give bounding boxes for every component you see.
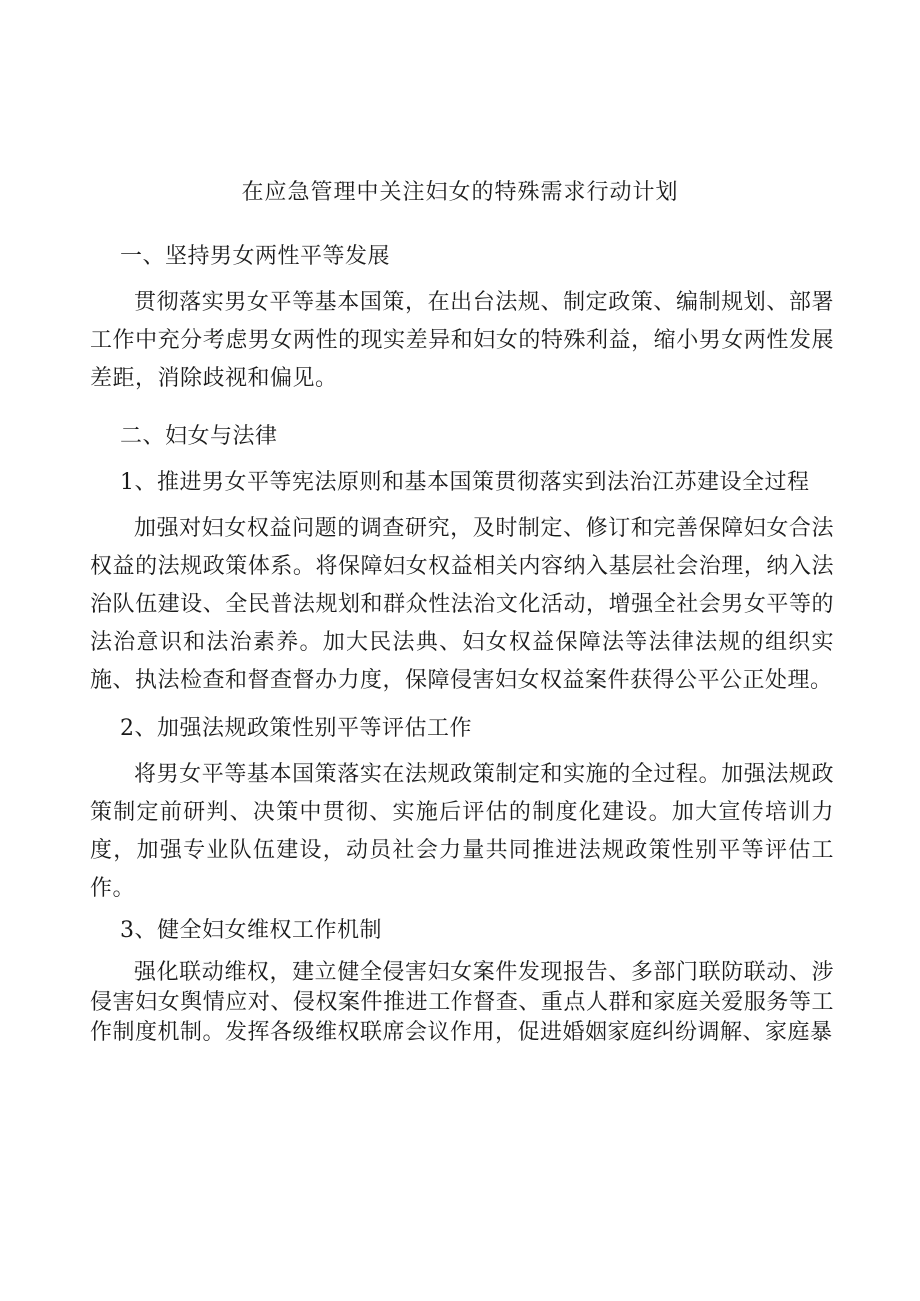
subsection-heading-2: 2、加强法规政策性别平等评估工作 [120, 716, 472, 741]
paragraph-3: 将男女平等基本国策落实在法规政策制定和实施的全过程。加强法规政策制定前研判、决策中贯彻、实施后评估的制度化建设。加大宣传培训力度，加强专业队伍建设，动员社会力量共同推进法规政策性别平等评估工作。 [90, 762, 834, 901]
document-body [90, 238, 834, 1048]
paragraph-2: 加强对妇女权益问题的调查研究，及时制定、修订和完善保障妇女合法权益的法规政策体系。将保障妇女权益相关内容纳入基层社会治理，纳入法治队伍建设、全民普法规划和群众性法治文化活动，增强全社会男女平等的法治意识和法治素养。加大民法典、妇女权益保障法等法律法规的组织实施、执法检查和督查督办力度，保障侵害妇女权益案件获得公平公正处理。 [90, 516, 834, 693]
subsection-heading-1: 1、推进男女平等宪法原则和基本国策贯彻落实到法治江苏建设全过程 [120, 470, 810, 495]
document-title: 在应急管理中关注妇女的特殊需求行动计划 [241, 180, 679, 205]
subsection-heading-3: 3、健全妇女维权工作机制 [120, 918, 382, 943]
section-heading-1: 一、坚持男女两性平等发展 [120, 244, 391, 269]
paragraph-4-wrapper [90, 958, 834, 1048]
paragraph-1: 贯彻落实男女平等基本国策，在出台法规、制定政策、编制规划、部署工作中充分考虑男女两性的现实差异和妇女的特殊利益，缩小男女两性发展差距，消除歧视和偏见。 [90, 290, 834, 391]
section-heading-2: 二、妇女与法律 [120, 424, 278, 449]
paragraph-4: 强化联动维权，建立健全侵害妇女案件发现报告、多部门联防联动、涉侵害妇女舆情应对、侵权案件推进工作督查、重点人群和家庭关爱服务等工作制度机制。发挥各级维权联席会议作用，促进婚姻家庭纠纷调解、家庭暴 [90, 960, 834, 1045]
